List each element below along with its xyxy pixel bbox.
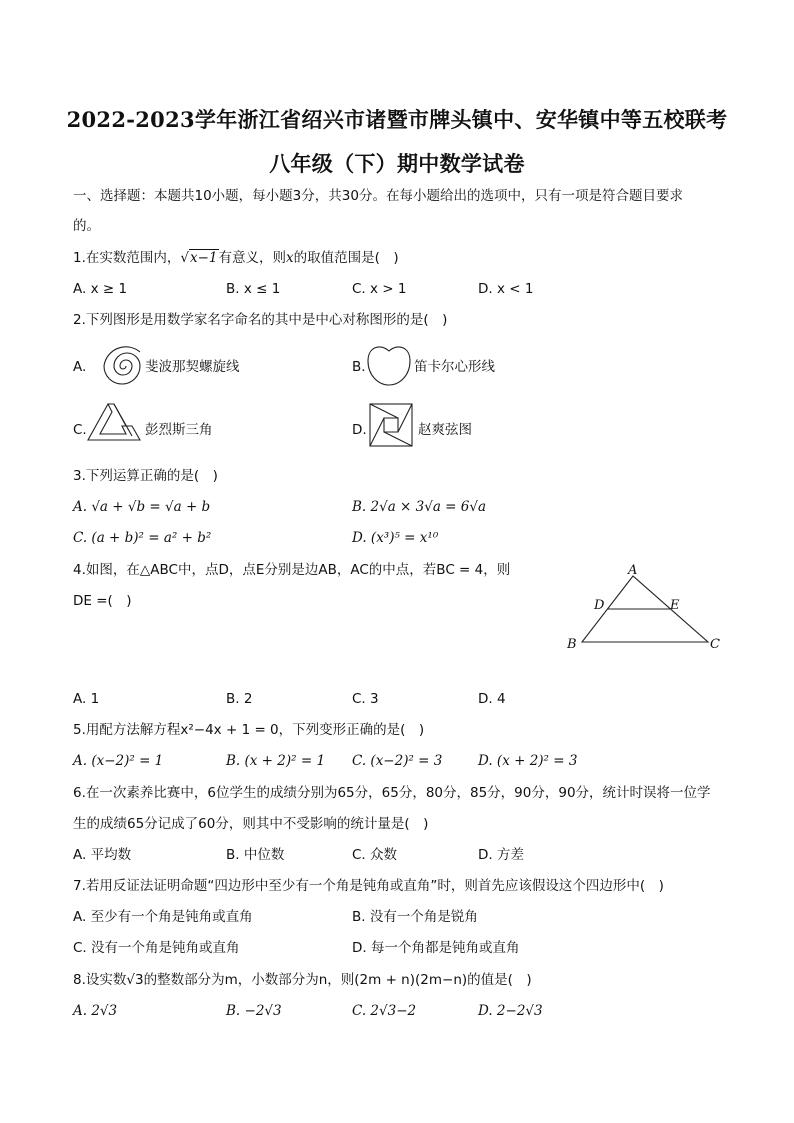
section-heading: 一、选择题：本题共10小题，每小题3分，共30分。在每小题给出的选项中，只有一项是符合题目要求 [73,188,683,204]
spiral-icon [86,340,142,392]
q3-option-d[interactable]: D. (x³)⁵ = x¹⁰ [352,530,439,546]
question-7-stem: 7.若用反证法证明命题“四边形中至少有一个角是钝角或直角”时，则首先应该假设这个四边形中( ) [73,878,664,894]
q6-option-a[interactable]: A. 平均数 [73,847,132,863]
question-6-stem-cont: 生的成绩65分记成了60分，则其中不受影响的统计量是( ) [73,816,429,832]
q1-radical: √ [180,250,189,266]
q6-option-d[interactable]: D. 方差 [478,847,524,863]
page-title-line1: 2022-2023学年浙江省绍兴市诸暨市牌头镇中、安华镇中等五校联考 [66,107,728,132]
q6-option-c[interactable]: C. 众数 [352,847,398,863]
q2-option-c-label: 彭烈斯三角 [145,422,213,438]
q7-option-c[interactable]: C. 没有一个角是钝角或直角 [73,940,240,956]
label-d: D [594,598,605,613]
q7-option-a[interactable]: A. 至少有一个角是钝角或直角 [73,909,253,925]
q5-option-c[interactable]: C. (x−2)² = 3 [352,753,443,769]
q2-option-a-label: 斐波那契螺旋线 [145,359,240,375]
q1-post: 有意义，则 [218,250,287,266]
q5-option-b[interactable]: B. (x + 2)² = 1 [226,753,326,769]
label-a: A [628,563,638,578]
q8-option-c[interactable]: C. 2√3−2 [352,1003,417,1019]
q1-var: x [286,250,294,266]
q1-option-c[interactable]: C. x > 1 [352,281,407,297]
q1-option-d[interactable]: D. x < 1 [478,281,534,297]
q1-option-a[interactable]: A. x ≥ 1 [73,281,128,297]
q8-option-b[interactable]: B. −2√3 [226,1003,282,1019]
question-6-stem: 6.在一次素养比赛中，6位学生的成绩分别为65分，65分，80分，85分，90分，90分，统计时误将一位学 [73,785,711,801]
question-4-stem: 4.如图，在△ABC中，点D，点E分别是边AB，AC的中点，若BC = 4，则 [73,562,511,578]
q8-option-a[interactable]: A. 2√3 [73,1003,118,1019]
q3-option-b[interactable]: B. 2√a × 3√a = 6√a [352,499,487,515]
q2-option-d-letter[interactable]: D. [352,422,367,438]
q4-option-b[interactable]: B. 2 [226,691,253,707]
q5-option-a[interactable]: A. (x−2)² = 1 [73,753,164,769]
q2-option-c-letter[interactable]: C. [73,422,87,438]
q7-option-b[interactable]: B. 没有一个角是锐角 [352,909,478,925]
question-5-stem: 5.用配方法解方程x²−4x + 1 = 0，下列变形正确的是( ) [73,722,425,738]
question-1-stem [73,248,399,268]
q2-option-d-label: 赵爽弦图 [418,422,472,438]
section-heading-cont: 的。 [73,218,100,234]
penrose-triangle-icon [86,400,142,448]
q2-option-b-label: 笛卡尔心形线 [414,359,495,375]
cardioid-icon [366,343,412,387]
q4-option-c[interactable]: C. 3 [352,691,379,707]
q1-post2: 的取值范围是( ) [293,250,399,266]
q6-option-b[interactable]: B. 中位数 [226,847,285,863]
page-title-line2: 八年级（下）期中数学试卷 [269,151,525,176]
q3-option-c[interactable]: C. (a + b)² = a² + b² [73,530,212,546]
q2-option-b-letter[interactable]: B. [352,359,366,375]
q8-option-d[interactable]: D. 2−2√3 [478,1003,543,1019]
question-8-stem: 8.设实数√3的整数部分为m，小数部分为n，则(2m + n)(2m−n)的值是( ) [73,972,532,988]
question-4-stem-cont: DE =( ) [73,593,132,609]
q4-option-d[interactable]: D. 4 [478,691,506,707]
label-e: E [670,598,680,613]
question-3-stem: 3.下列运算正确的是( ) [73,468,218,484]
q2-option-a-letter[interactable]: A. [73,359,87,375]
triangle-abc-figure [560,562,730,658]
q3-option-a[interactable]: A. √a + √b = √a + b [73,499,211,515]
q1-radicand: x−1 [190,250,218,266]
label-b: B [567,637,577,652]
q1-option-b[interactable]: B. x ≤ 1 [226,281,281,297]
q4-option-a[interactable]: A. 1 [73,691,100,707]
q1-pre: 1.在实数范围内， [73,250,181,266]
question-2-stem: 2.下列图形是用数学家名字命名的其中是中心对称图形的是( ) [73,312,448,328]
q7-option-d[interactable]: D. 每一个角都是钝角或直角 [352,940,520,956]
q5-option-d[interactable]: D. (x + 2)² = 3 [478,753,578,769]
zhao-shuang-diagram-icon [368,402,414,448]
label-c: C [710,637,720,652]
